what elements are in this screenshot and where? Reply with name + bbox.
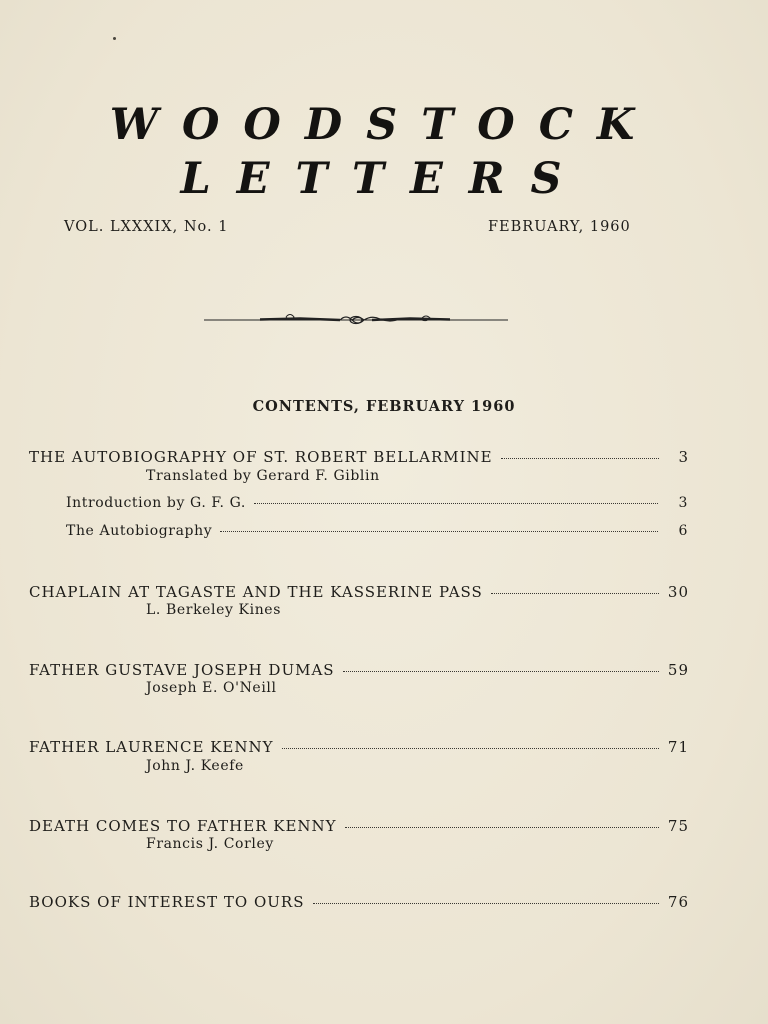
toc-author: Francis J. Corley [146,836,274,852]
dot-leader [343,671,659,672]
toc-author: L. Berkeley Kines [146,602,281,618]
issue-date: FEBRUARY, 1960 [488,219,631,235]
dot-leader [501,458,659,459]
toc-entry-title: FATHER LAURENCE KENNY [29,738,274,756]
toc-sub-entry[interactable] [66,523,688,539]
toc-entry-title: CHAPLAIN AT TAGASTE AND THE KASSERINE PASS [29,583,483,601]
dot-leader [220,531,658,532]
toc-page-number: 75 [667,817,689,835]
ink-speck [113,37,116,40]
dot-leader [345,827,659,828]
toc-sub-entry-title: Introduction by G. F. G. [66,495,246,511]
volume-number: VOL. LXXXIX, No. 1 [64,219,229,235]
dot-leader [282,748,659,749]
journal-title-line-2: LETTERS [180,154,588,204]
dot-leader [254,503,658,504]
toc-entry[interactable] [29,583,689,601]
journal-title-line-1: WOODSTOCK [109,100,659,150]
toc-page-number: 30 [667,583,689,601]
toc-entry-title: THE AUTOBIOGRAPHY OF ST. ROBERT BELLARMINE [29,448,493,466]
toc-sub-entry-title: The Autobiography [66,523,213,539]
toc-page-number: 71 [667,738,689,756]
toc-page-number: 76 [667,893,689,911]
contents-heading: CONTENTS, FEBRUARY 1960 [252,398,516,415]
toc-entry-title: DEATH COMES TO FATHER KENNY [29,817,337,835]
toc-page-number: 3 [678,495,688,511]
toc-author: Translated by Gerard F. Giblin [146,468,380,484]
toc-entry[interactable] [29,738,689,756]
ornamental-rule-icon [200,309,512,329]
toc-page-number: 3 [678,448,689,466]
toc-page-number: 6 [678,523,688,539]
toc-author: Joseph E. O'Neill [146,680,277,696]
toc-entry[interactable] [29,893,689,911]
toc-sub-entry[interactable] [66,495,688,511]
dot-leader [491,593,659,594]
toc-page-number: 59 [667,661,689,679]
toc-entry-title: BOOKS OF INTEREST TO OURS [29,893,305,911]
dot-leader [313,903,660,904]
toc-entry-title: FATHER GUSTAVE JOSEPH DUMAS [29,661,335,679]
toc-entry[interactable] [29,817,689,835]
toc-author: John J. Keefe [146,758,244,774]
toc-entry[interactable] [29,661,689,679]
toc-entry[interactable] [29,448,689,466]
